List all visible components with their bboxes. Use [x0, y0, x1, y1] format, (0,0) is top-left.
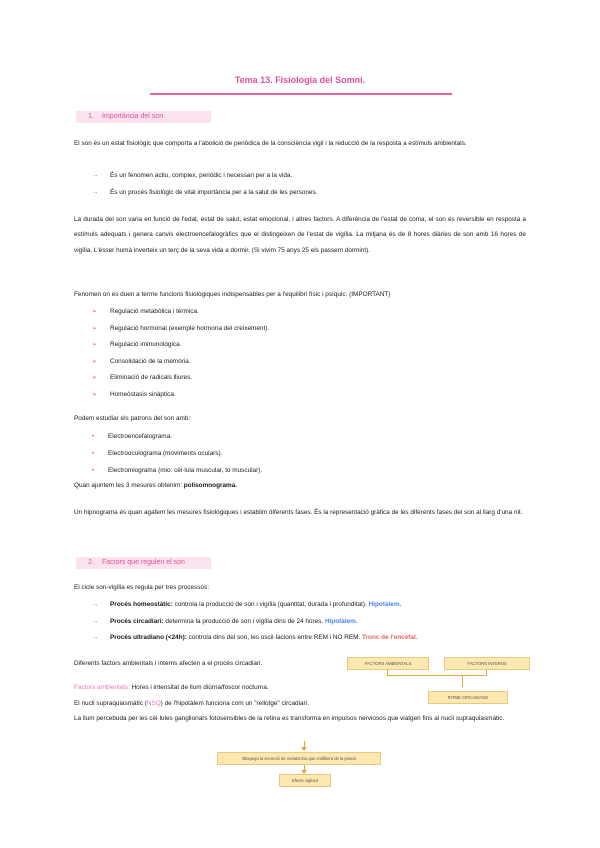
triangle-bullet-icon: ➢	[92, 375, 98, 381]
list-item-text: Electroencefalograma.	[108, 433, 172, 440]
list-item-text: Consolidació de la memòria.	[110, 358, 191, 365]
triangle-bullet-icon: ➢	[92, 359, 98, 365]
paragraph-light: La llum percebuda per les cèl·lules ganglionars fotosensibles de la retina es transforma en impulsos nerviosos que viatgen fins al nucli supraquiasmàtic.	[74, 715, 505, 722]
paragraph-hypnogram: Un hipnograma és quan agafem les mesures fisiològiques i establim diferents fases. És la representació gràfica de les diferents fases del son al llarg d'una nit.	[74, 509, 523, 516]
list-item-tag: Hipotàlem.	[368, 601, 402, 608]
diagram-box-environmental-factors: FACTORS AMBIENTALS	[347, 657, 429, 670]
arrow-icon: →	[92, 189, 99, 196]
diagram-connector	[387, 675, 487, 676]
list-item-text: controla la producció de son i vigília (quantitat, durada i profunditat).	[172, 601, 367, 608]
arrow-icon: →	[92, 634, 99, 641]
list-item	[92, 307, 199, 317]
section-heading-2	[76, 557, 211, 569]
text-run: Quan ajuntem les 3 mesures obtenim:	[74, 482, 184, 489]
list-item	[92, 357, 191, 367]
list-item-tag: Hipotàlem.	[324, 618, 358, 625]
section-label: Importància del son	[102, 113, 164, 120]
page-title: Tema 13. Fisiologia del Somni.	[234, 75, 366, 85]
section-heading-1	[76, 111, 211, 123]
list-item-text: Electromiograma (mio: cèl·lula muscular, to muscular).	[108, 467, 263, 474]
list-item-text: Eliminació de radicals lliures.	[110, 374, 193, 381]
list-item	[92, 340, 181, 350]
list-item-lead: Procés homeostàtic:	[110, 601, 173, 608]
diagram-box-wake-effect: Efecte vigilant	[279, 774, 331, 787]
list-item-text: És un procés fisiològic de vital importància per a la salut de les persones.	[110, 189, 318, 196]
paragraph-duration: La durada del son varia en funció de l'edat, estat de salut, estat emocional, i altres factors. A diferència de l'estat de coma, el son és reversible en resposta a estímuls adequats i genera canvis electroencefalogràfics que el distingeixen de l'estat de vigília. La mitjana és de 8 hores diàries de son amb 16 hores de vigília. L'èsser humà inverteix un terç de la seva vida a dormir. (Si vivim 75 anys 25 els passem dormint).	[74, 216, 526, 254]
list-item-text: Homeòstasis sinàptica.	[110, 391, 176, 398]
text-run: ) de l'hipotàlem funciona com un "rellotge" circadiari.	[160, 700, 309, 707]
text-run-bold: polisomnograma.	[183, 482, 238, 489]
bullet-dot-icon: •	[92, 450, 95, 457]
bullet-dot-icon: •	[92, 433, 95, 440]
arrow-icon: →	[92, 618, 99, 625]
arrow-icon: →	[92, 172, 99, 179]
list-item-text: Regulació immunològica.	[110, 341, 182, 348]
section-number: 2.	[88, 559, 94, 566]
paragraph-nsq	[74, 699, 309, 709]
paragraph-patterns-intro: Podem estudiar els patrons del son amb:	[74, 415, 191, 422]
text-run: Hores i intensitat de llum diürna/foscor nocturna.	[129, 684, 269, 691]
diagram-box-circadian-rhythm: RITME CIRCADIANO	[428, 691, 508, 704]
list-item	[92, 432, 172, 442]
text-run-abbr: NSQ	[146, 700, 161, 707]
paragraph-definition: El son és un estat fisiològic que comporta a l'abolició de periòdica de la consciència vigil i la reducció de la resposta a estímuls ambientals.	[74, 140, 467, 147]
title-underline	[150, 93, 452, 95]
section-number: 1.	[88, 113, 94, 120]
triangle-bullet-icon: ➢	[92, 309, 98, 315]
diagram-connector	[462, 675, 463, 687]
list-item-text: determina la producció de son i vigília dins de 24 hores.	[163, 618, 324, 625]
list-item-lead: Procés ultradiano (<24h):	[110, 634, 187, 641]
arrow-icon: →	[92, 601, 99, 608]
triangle-bullet-icon: ➢	[92, 326, 98, 332]
list-item	[92, 324, 269, 334]
list-item-text: Regulació metabòlica i tèrmica.	[110, 308, 199, 315]
paragraph-cycle-intro: El cicle son-vigília es regula per tres processos:	[74, 584, 209, 591]
list-item-tag: Tronc de l'encèfal.	[362, 634, 418, 641]
list-item	[92, 617, 358, 627]
list-item-text: Regulació hormonal (exemple hormona del creixement).	[110, 325, 270, 332]
section-label: Factors que regulen el son	[102, 559, 185, 566]
diagram-box-internal-factors: FACTORS INTERNS	[444, 657, 530, 670]
list-item	[92, 600, 401, 610]
triangle-bullet-icon: ➢	[92, 342, 98, 348]
list-item-text: És un fenomen actiu, complex, periòdic i necessari per a la vida.	[110, 172, 293, 179]
paragraph-functions-intro: Fenomen on es duen a terme funcions fisiològiques indispensables per a l'equilibri físic i psíquic: (IMPORTANT)	[74, 291, 391, 298]
text-run-label: Factors ambientals:	[74, 684, 130, 691]
list-item-text: controla dins del son, les oscil·lacions entre REM i NO REM.	[186, 634, 361, 641]
list-item-text: Electrooculograma (moviments oculars).	[108, 450, 223, 457]
paragraph-polysomnogram	[74, 481, 237, 491]
paragraph-factors: Diferents factors ambientals i interns afecten a el procés circadiari.	[74, 660, 263, 667]
diagram-arrow-icon	[301, 747, 307, 751]
list-item	[92, 373, 192, 383]
paragraph-env-factors	[74, 683, 269, 693]
list-item	[92, 390, 176, 400]
list-item-lead: Procés circadiari:	[110, 618, 164, 625]
list-item	[92, 171, 292, 181]
list-item	[92, 633, 418, 643]
bullet-dot-icon: •	[92, 467, 95, 474]
list-item	[92, 188, 317, 198]
text-run: El nucli supraquiasmàtic (	[74, 700, 147, 707]
list-item	[92, 466, 262, 476]
triangle-bullet-icon: ➢	[92, 392, 98, 398]
diagram-box-melatonin: Bloqueja la secreció de melatonina que s'allibera de la pineal	[217, 752, 381, 765]
list-item	[92, 449, 222, 459]
